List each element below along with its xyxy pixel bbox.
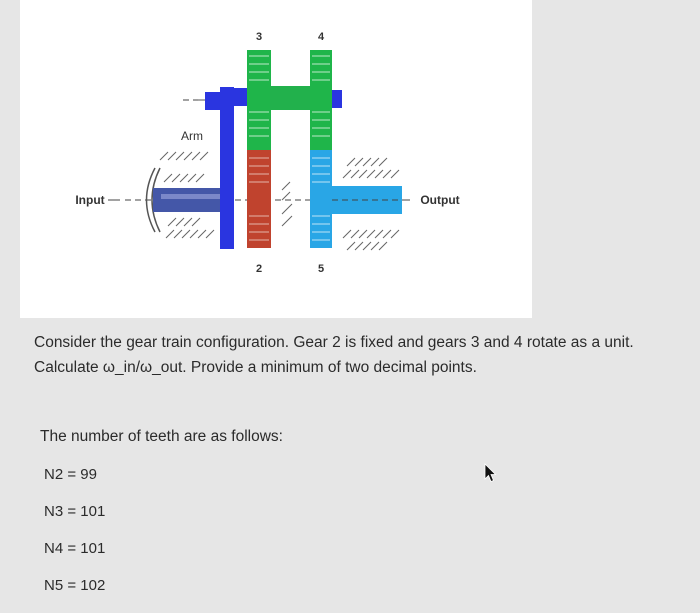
gear-3 [247, 50, 271, 150]
teeth-n4: N4 = 101 [44, 540, 106, 557]
mouse-cursor-icon [483, 463, 497, 483]
teeth-intro: The number of teeth are as follows: [40, 428, 283, 445]
gear-2 [247, 150, 271, 248]
label-input: Input [75, 193, 105, 207]
input-shaft-highlight [161, 194, 221, 199]
question-text: Consider the gear train configuration. Gear 2 is fixed and gears 3 and 4 rotate as a unit. Calculate ω_in/ω_out. Provide a minimum of two decimal points. [34, 334, 634, 376]
label-gear-4: 4 [317, 31, 325, 43]
arm-vertical [220, 87, 234, 249]
label-gear-2: 2 [255, 263, 263, 275]
gear-train-diagram [20, 0, 532, 318]
label-gear-5: 5 [317, 263, 325, 275]
label-arm: Arm [181, 129, 203, 143]
teeth-list [44, 465, 105, 613]
teeth-n5: N5 = 102 [44, 577, 106, 594]
diagram-panel [20, 0, 532, 318]
gear-5 [310, 150, 332, 248]
teeth-n3: N3 = 101 [44, 503, 106, 520]
gear-4 [310, 50, 332, 150]
teeth-n2: N2 = 99 [44, 466, 97, 483]
label-output: Output [420, 193, 460, 207]
label-gear-3: 3 [255, 31, 263, 43]
input-shaft [153, 188, 223, 212]
